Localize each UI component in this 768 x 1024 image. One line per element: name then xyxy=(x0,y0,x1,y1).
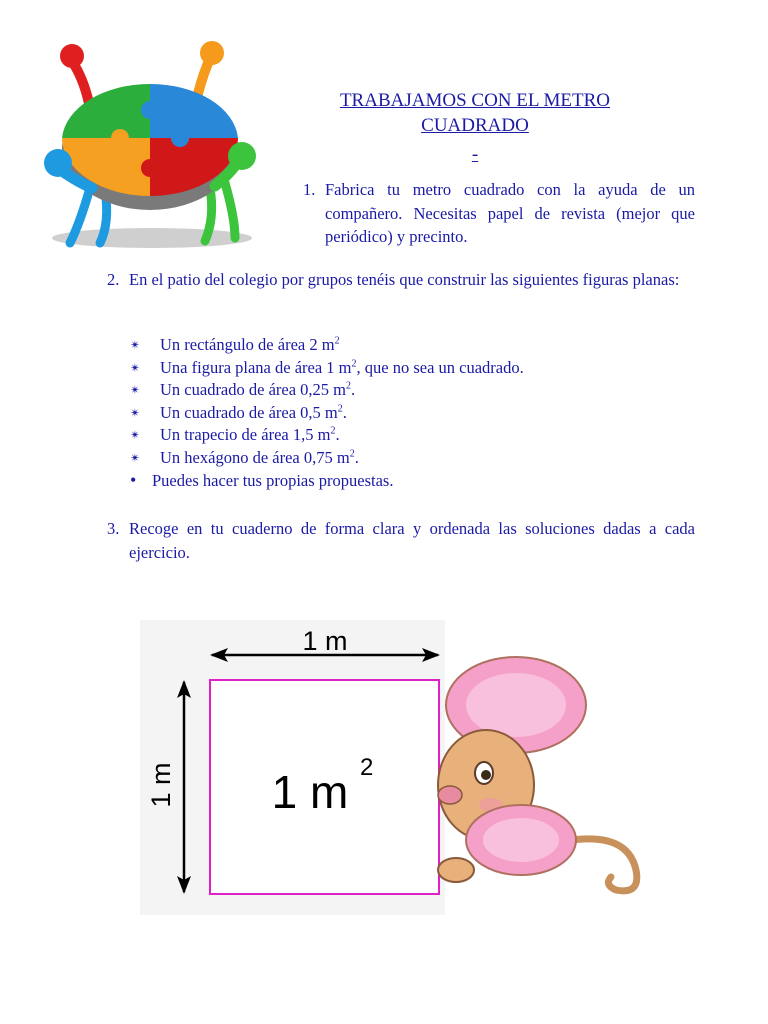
cartoon-mouse-illustration xyxy=(436,655,651,920)
item-3-text: Recoge en tu cuaderno de forma clara y ordenada las soluciones dadas a cada ejercicio. xyxy=(129,519,695,562)
page-title-dash: - xyxy=(471,144,479,165)
item-1-text: Fabrica tu metro cuadrado con la ayuda de un compañero. Necesitas papel de revista (mejor que periódico) y precinto. xyxy=(325,180,695,246)
bullet-icon: ✴ xyxy=(130,360,141,375)
item-2-text: En el patio del colegio por grupos tenéis que construir las siguientes figuras planas: xyxy=(129,270,680,289)
page-title-line-2: CUADRADO xyxy=(421,115,529,136)
page-title-line-1: TRABAJAMOS CON EL METRO xyxy=(339,90,611,111)
item-1-number: 1. xyxy=(303,180,316,199)
area-label: 1 m xyxy=(271,766,349,818)
list-item: ✴ Un trapecio de área 1,5 $m^2$. xyxy=(130,424,650,447)
list-item: ✴ Un hexágono de área 0,75 $m^2$. xyxy=(130,447,650,470)
list-item: ✴ Un rectángulo de área 2 $m^2$ xyxy=(130,334,650,357)
list-item: ✴ Un cuadrado de área 0,5 $m^2$. xyxy=(130,402,650,425)
puzzle-team-illustration xyxy=(30,38,275,253)
item-2-number: 2. xyxy=(107,270,120,289)
list-item: ✴ Una figura plana de área 1 $m^2$, que no sea un cuadrado. xyxy=(130,357,650,380)
figure-list xyxy=(130,334,650,493)
height-label: 1 m xyxy=(146,762,176,808)
bullet-icon: ✴ xyxy=(130,405,141,420)
bullet-icon: ✴ xyxy=(130,450,141,465)
bullet-icon: ✴ xyxy=(130,383,141,397)
dot-bullet-icon: • xyxy=(130,470,137,490)
bullet-icon: ✴ xyxy=(130,338,141,352)
width-label: 1 m xyxy=(302,626,348,656)
bullet-icon: ✴ xyxy=(130,428,141,442)
square-meter-diagram xyxy=(140,620,445,915)
list-item: ✴ Un cuadrado de área 0,25 $m^2$. xyxy=(130,379,650,402)
list-item-extra: • Puedes hacer tus propias propuestas. xyxy=(130,470,394,490)
item-3-number: 3. xyxy=(107,519,120,538)
area-exponent: 2 xyxy=(360,754,374,781)
